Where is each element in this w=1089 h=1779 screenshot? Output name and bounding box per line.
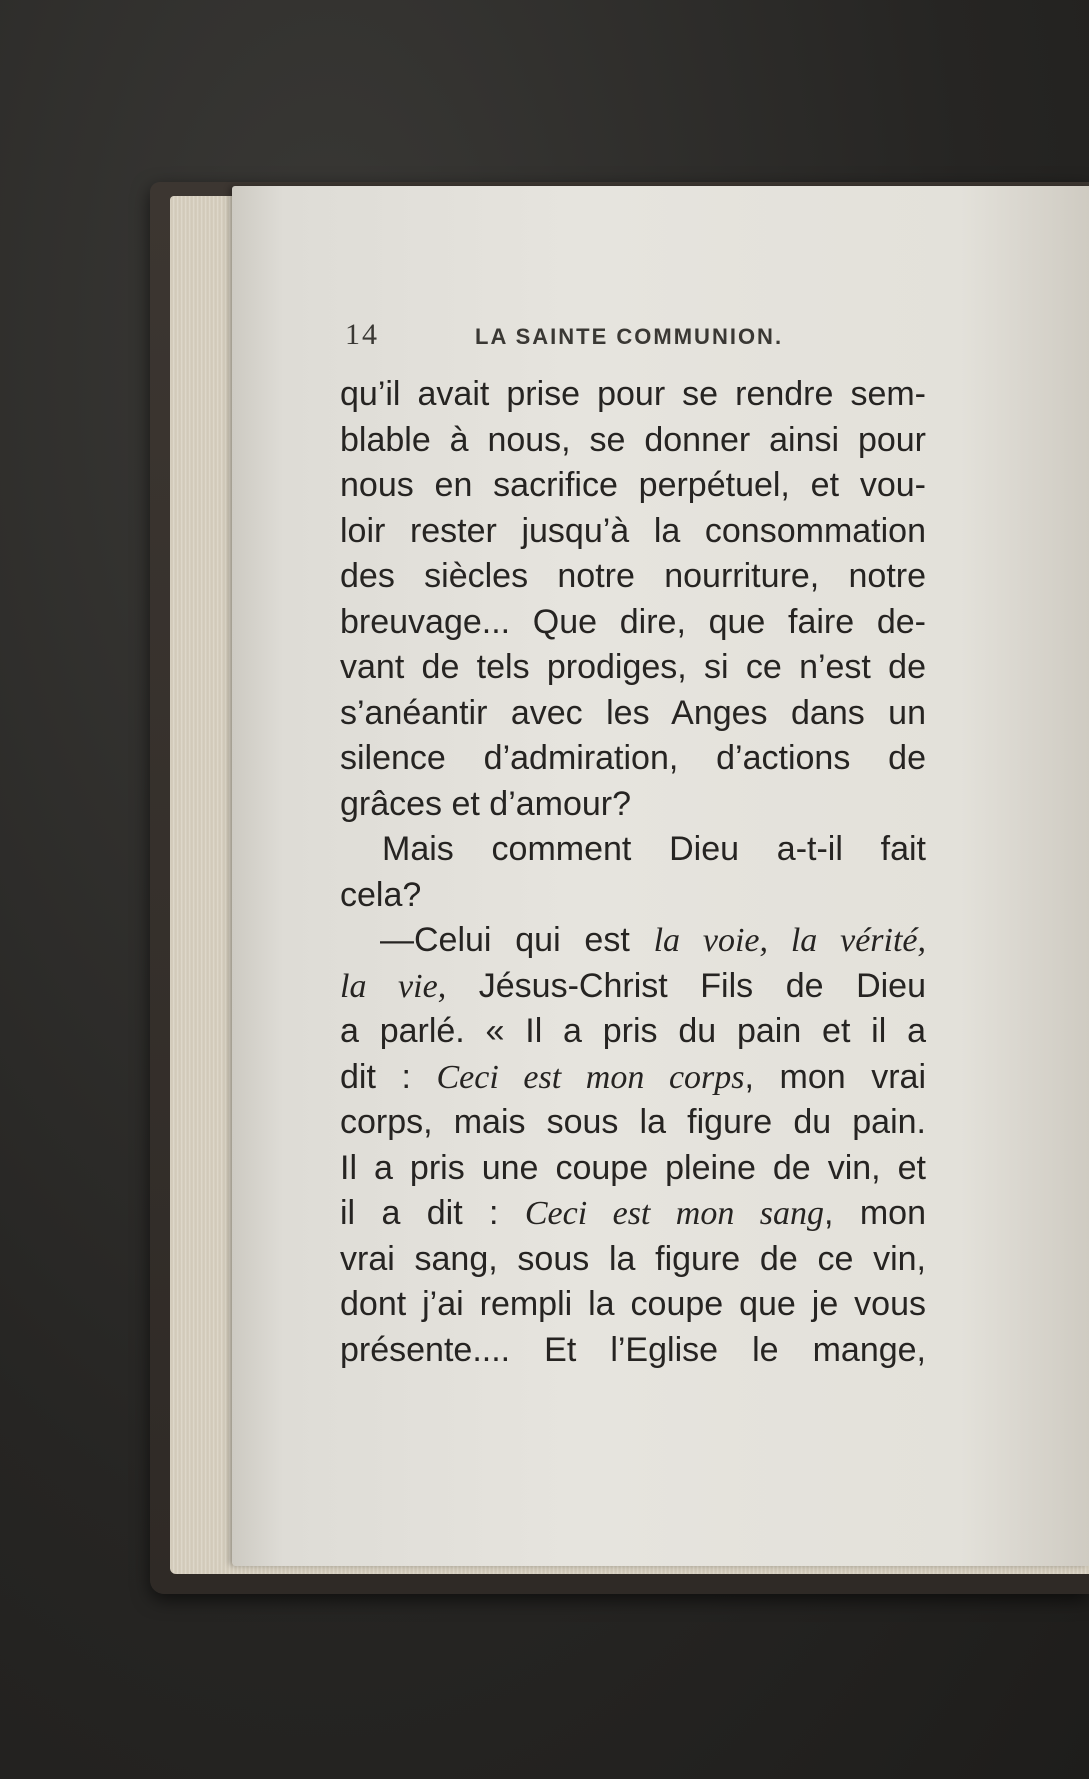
- text-line: breuvage... Que dire, que faire de-: [340, 602, 926, 641]
- text-segment: , mon vrai: [744, 1057, 927, 1096]
- body-text: [340, 372, 926, 1373]
- text-line: a parlé. « Il a pris du pain et il a: [340, 1012, 926, 1050]
- text-line: [340, 1055, 926, 1101]
- text-segment: dit :: [340, 1057, 437, 1096]
- running-title: LA SAINTE COMMUNION.: [475, 324, 784, 349]
- text-segment: , mon: [824, 1194, 926, 1232]
- text-line: qu’il avait prise pour se rendre sem-: [340, 375, 926, 413]
- page-number: 14: [345, 318, 379, 351]
- text-line: [340, 964, 926, 1010]
- italic-segment: Ceci est mon sang: [524, 1195, 825, 1232]
- text-line: des siècles notre nourriture, notre: [340, 557, 926, 595]
- text-line: nous en sacrifice perpétuel, et vou-: [340, 466, 926, 504]
- text-segment: —Celui qui est: [380, 921, 654, 959]
- text-line: [340, 918, 926, 964]
- text-line: corps, mais sous la figure du pain.: [340, 1103, 926, 1141]
- text-line: [340, 1191, 926, 1237]
- text-line: blable à nous, se donner ainsi pour: [340, 420, 926, 459]
- text-line: dont j’ai rempli la coupe que je vous: [340, 1285, 926, 1323]
- italic-segment: la voie, la vérité,: [653, 922, 926, 959]
- text-line: vant de tels prodiges, si ce n’est de: [340, 648, 926, 686]
- text-line: s’anéantir avec les Anges dans un: [340, 693, 926, 732]
- text-line: Mais comment Dieu a-t-il fait: [382, 830, 926, 868]
- page-header: [345, 318, 825, 358]
- text-line: loir rester jusqu’à la consommation: [340, 511, 926, 550]
- text-line: grâces et d’amour?: [340, 784, 632, 823]
- text-line: cela?: [340, 875, 422, 914]
- text-line: silence d’admiration, d’actions de: [340, 739, 926, 777]
- text-segment: il a dit :: [340, 1194, 525, 1232]
- text-segment: Jésus-Christ Fils de Dieu: [446, 966, 926, 1005]
- text-line: Il a pris une coupe pleine de vin, et: [340, 1148, 926, 1187]
- italic-segment: la vie,: [340, 967, 447, 1005]
- text-line: vrai sang, sous la figure de ce vin,: [340, 1239, 926, 1278]
- text-line: présente.... Et l’Eglise le mange,: [340, 1330, 926, 1369]
- italic-segment: Ceci est mon corps: [436, 1058, 745, 1096]
